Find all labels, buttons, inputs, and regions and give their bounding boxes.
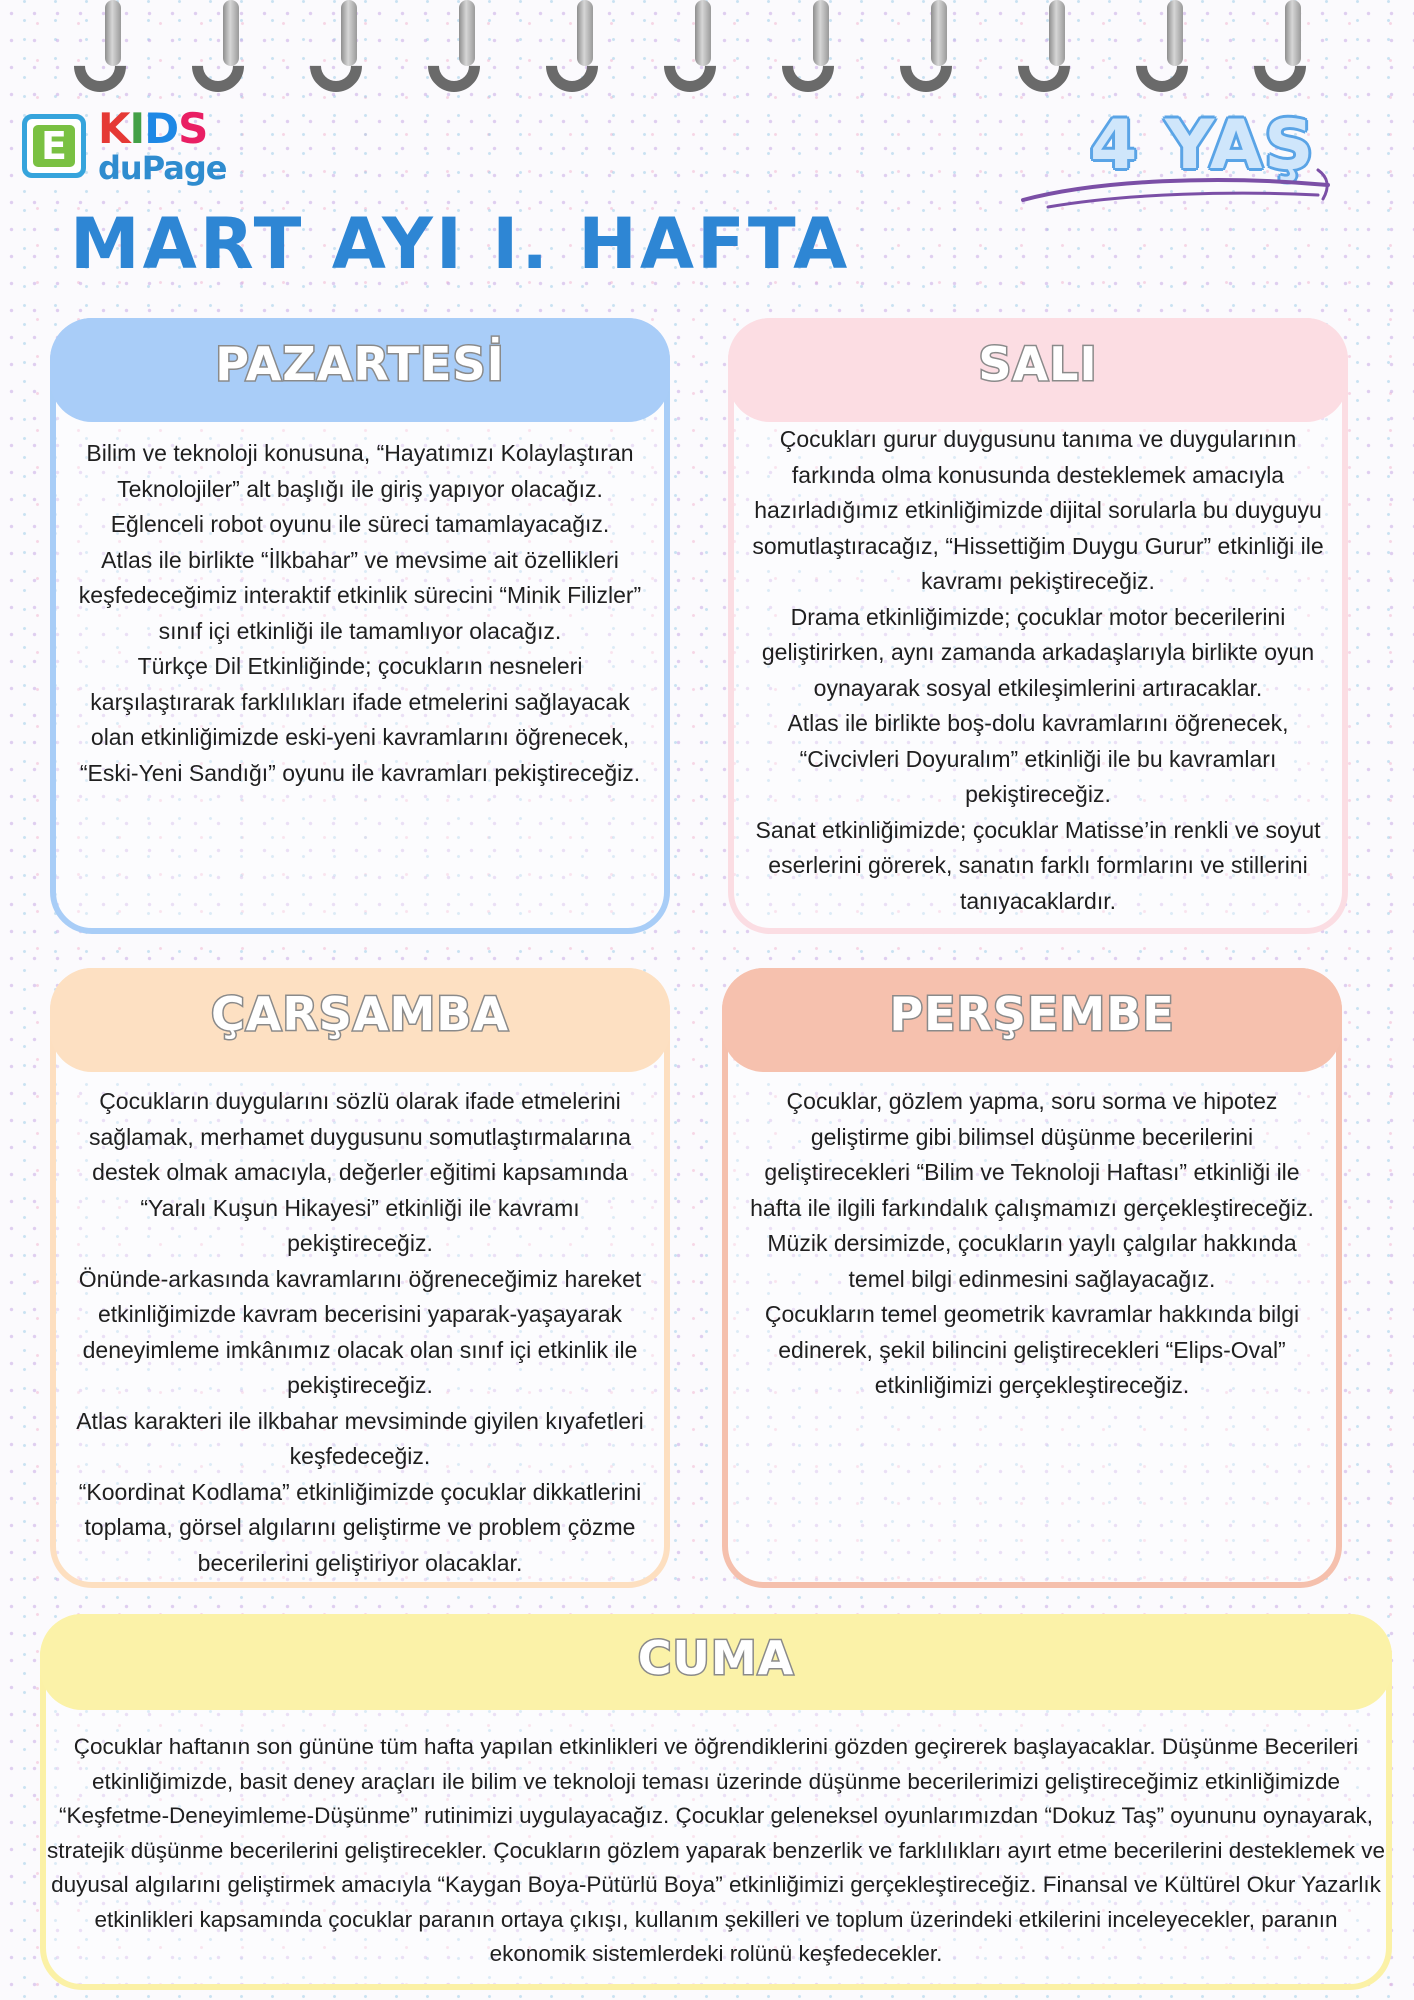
day-label: SALI [978,337,1098,391]
paragraph: Çocukların duygularını sözlü olarak ifade etmelerini sağlamak, merhamet duygusunu somutlaştırmalarına destek olmak amacıyla, değerler eğitimi kapsamında “Yaralı Kuşun Hikayesi” etkinliği ile kavramı pekiştireceğiz. [88,1088,632,1256]
card-body [738,1084,1326,1404]
binding-ring [546,0,598,98]
paragraph: Önünde-arkasında kavramlarını öğreneceğimiz hareket etkinliğimizde kavram becerisini yaparak-yaşayarak deneyimleme imkânımız olacak olan sınıf içi etkinlik ile pekiştireceğiz. [78,1265,642,1398]
paragraph: Sanat etkinliğimizde; çocuklar Matisse’in renkli ve soyut eserlerini görerek, sanatın farklı formlarını ve stillerini tanıyacaklardır. [755,816,1321,914]
binding-ring [1254,0,1306,98]
paragraph: Çocukların temel geometrik kavramlar hakkında bilgi edinerek, şekil bilincini geliştirecekleri “Elips-Oval” etkinliğimizi gerçekleştireceğiz. [764,1301,1300,1398]
binding-ring [782,0,834,98]
binding-ring [428,0,480,98]
page-title: MART AYI I. HAFTA [70,203,851,285]
paragraph: Drama etkinliğimizde; çocuklar motor becerilerini geliştirirken, aynı zamanda arkadaşlarıyla birlikte oyun oynayarak sosyal etkileşimlerini artıracaklar. [761,603,1315,701]
logo-dupage-wordmark: duPage [98,149,227,187]
day-card-monday [50,318,670,934]
paragraph: Çocukları gurur duygusunu tanıma ve duygularının farkında olma konusunda desteklemek amacıyla hazırladığımız etkinliğimizde dijital sorularla bu duyguyu somutlaştıracağız, “Hissettiğim Duygu Gurur” etkinliği ile kavramı pekiştireceğiz. [752,426,1324,594]
card-header [50,968,670,1072]
day-card-thursday [722,968,1342,1588]
logo-kids-wordmark: KIDS [98,104,208,153]
card-header [728,318,1348,422]
day-label: PERŞEMBE [889,987,1175,1041]
binding-ring [74,0,126,98]
binding-ring [1018,0,1070,98]
card-header [50,318,670,422]
day-label: CUMA [637,1631,795,1685]
paragraph: Çocuklar haftanın son gününe tüm hafta yapılan etkinlikleri ve öğrendiklerini gözden geçirerek başlayacaklar. Düşünme Becerileri etkinliğimizde, basit deney araçları ile bilim ve teknoloji teması üzerinde düşünme becerilerimizi geliştireceğimiz etkinliğimizde “Keşfetme-Deneyimleme-Düşünme” rutinimizi uygulayacağız. Çocuklar geleneksel oyunlarımızdan “Dokuz Taş” oyununu oynayarak, stratejik düşünme becerilerini geliştirecekler. Çocukların gözlem yaparak benzerlik ve farklılıkları ayırt etme becerilerini desteklemek ve duyusal algılarını geliştirmek amacıyla “Kaygan Boya-Pütürlü Boya” etkinliğimizi gerçekleştireceğiz. Finansal ve Kültürel Okur Yazarlık etkinlikleri kapsamında çocuklar paranın ortaya çıkışı, kullanım şekilleri ve toplum üzerindeki etkilerini inceleyecekler, paranın ekonomik sistemlerdeki rolünü keşfedecekler. [46,1734,1386,1966]
card-header [722,968,1342,1072]
binding-ring [900,0,952,98]
paragraph: Çocuklar, gözlem yapma, soru sorma ve hipotez geliştirme gibi bilimsel düşünme becerilerini geliştirecekleri “Bilim ve Teknoloji Haftası” etkinliği ile hafta ile ilgili farkındalık çalışmamızı gerçekleştireceğiz. [750,1088,1314,1221]
binding-ring [664,0,716,98]
paragraph: Bilim ve teknoloji konusuna, “Hayatımızı Kolaylaştıran Teknolojiler” alt başlığı ile giriş yapıyor olacağız. Eğlenceli robot oyunu ile süreci tamamlayacağız. [86,440,634,537]
paragraph: Müzik dersimizde, çocukların yaylı çalgılar hakkında temel bilgi edinmesini sağlayacağız. [767,1230,1297,1292]
day-card-tuesday [728,318,1348,934]
logo-badge [22,114,86,178]
card-header [40,1614,1392,1710]
paragraph: “Koordinat Kodlama” etkinliğimizde çocuklar dikkatlerini toplama, görsel algılarını geliştirme ve problem çözme becerilerini geliştiriyor olacaklar. [78,1478,642,1576]
swoosh-decoration [1018,165,1338,215]
paragraph: Atlas karakteri ile ilkbahar mevsiminde giyilen kıyafetleri keşfedeceğiz. [76,1407,644,1469]
day-card-wednesday [50,968,670,1588]
paragraph: Türkçe Dil Etkinliğinde; çocukların nesneleri karşılaştırarak farklılıkları ifade etmelerini sağlayacak olan etkinliğimizde eski-yeni kavramlarını öğrenecek, “Eski-Yeni Sandığı” oyunu ile kavramları pekiştireceğiz. [79,653,641,786]
day-card-friday [40,1614,1392,1990]
age-badge: 4 YAŞ [1090,106,1316,185]
card-body [70,436,650,791]
binding-ring [192,0,244,98]
binding-ring [310,0,362,98]
card-body [70,1084,650,1581]
day-label: ÇARŞAMBA [211,987,509,1041]
paragraph: Atlas ile birlikte boş-dolu kavramlarını öğrenecek, “Civcivleri Doyuralım” etkinliği ile bu kavramları pekiştireceğiz. [787,710,1289,807]
ekids-logo [22,104,227,190]
card-body [46,1730,1386,1972]
logo-letter: E [33,125,75,167]
binding-ring [1136,0,1188,98]
card-body [748,422,1328,919]
day-label: PAZARTESİ [215,337,505,391]
paragraph: Atlas ile birlikte “İlkbahar” ve mevsime ait özellikleri keşfedeceğimiz interaktif etkinlik sürecini “Minik Filizler” sınıf içi etkinliği ile tamamlıyor olacağız. [78,546,642,644]
